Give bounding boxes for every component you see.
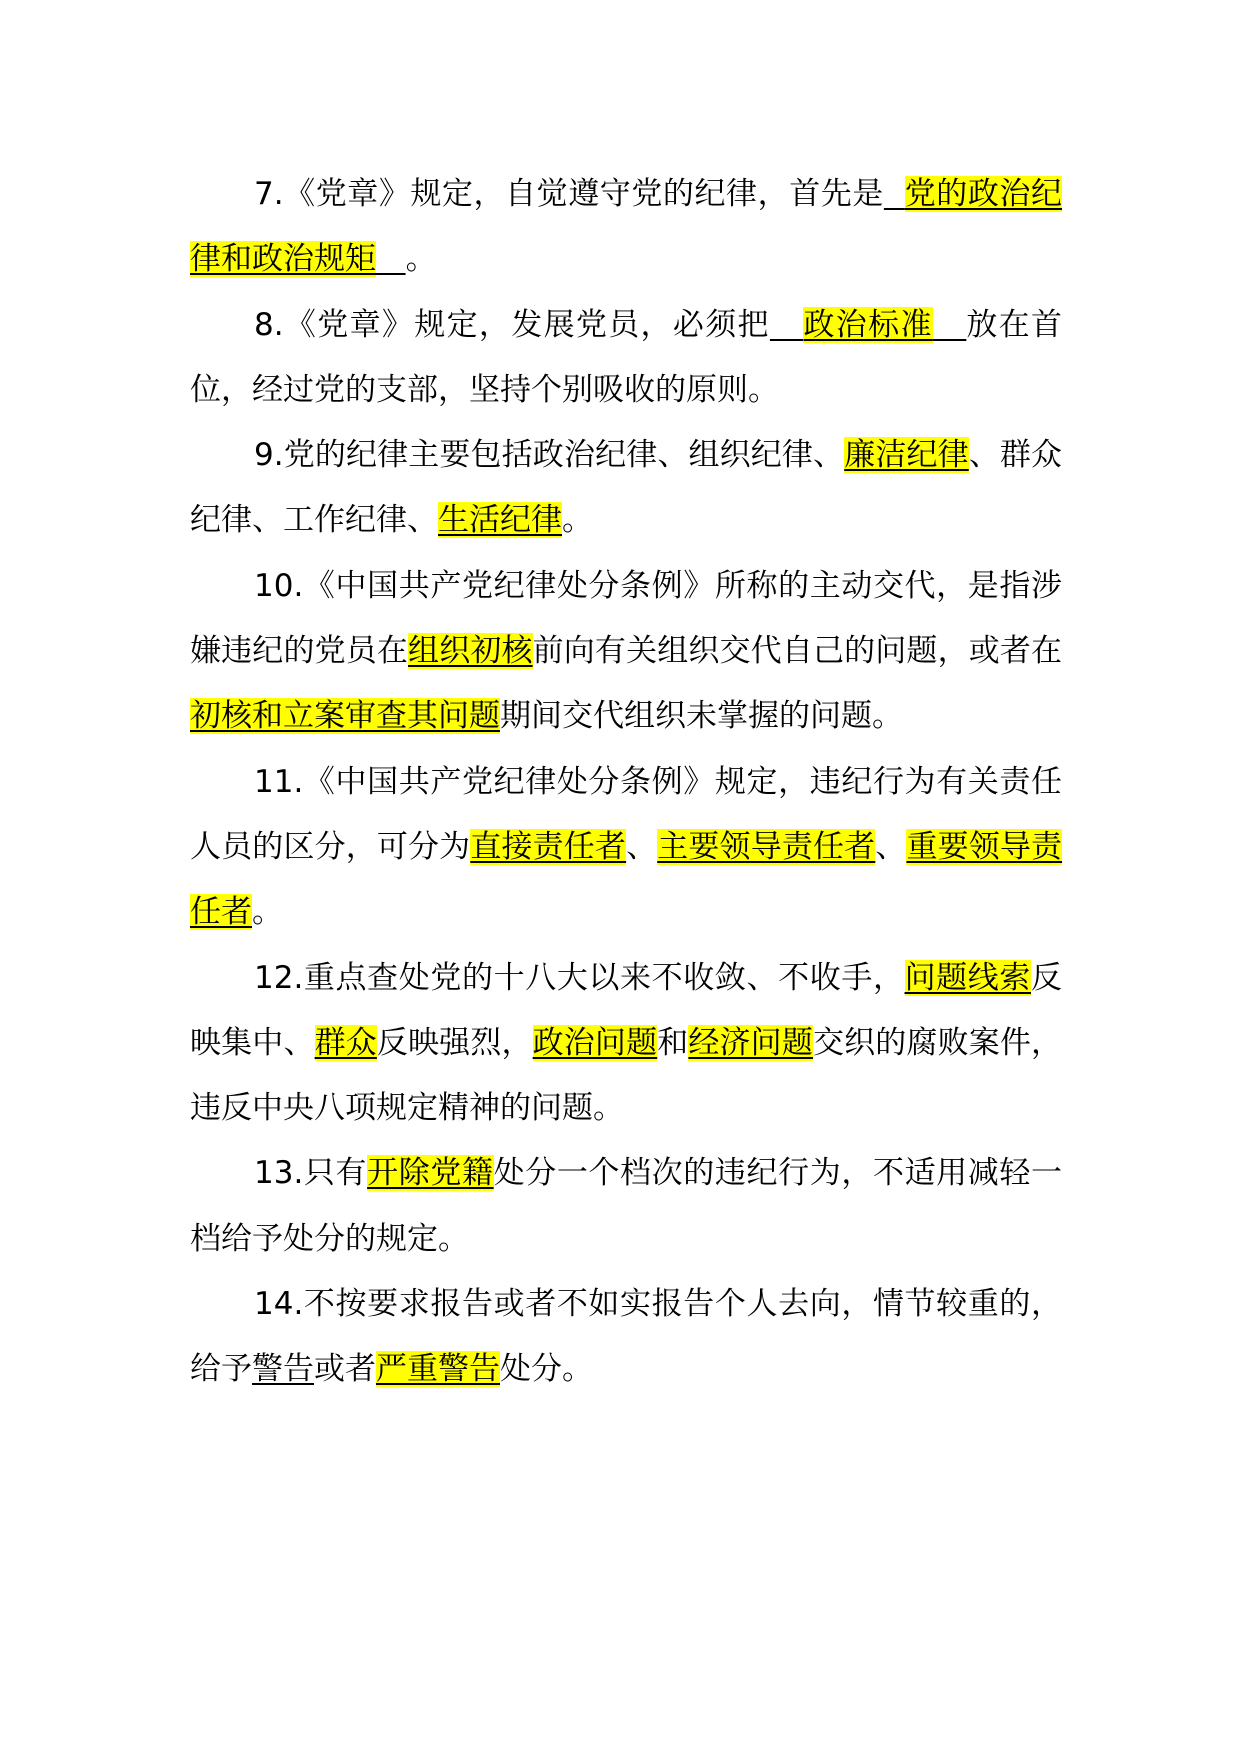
question-10 xyxy=(190,554,1062,750)
question-text: 。 xyxy=(405,241,437,278)
blank-padding xyxy=(376,241,406,277)
question-text: 重点查处党的十八大以来不收敛、不收手， xyxy=(303,959,905,996)
question-text: 处分。 xyxy=(500,1351,593,1388)
answer-highlight: 生活纪律 xyxy=(438,502,562,539)
question-number: 11. xyxy=(254,763,304,800)
question-number: 9. xyxy=(254,437,284,474)
blank-padding xyxy=(770,307,804,343)
answer-highlight: 直接责任者 xyxy=(470,828,627,865)
answer-highlight: 重要领导责任者 xyxy=(190,828,1063,931)
answer-highlight: 开除党籍 xyxy=(367,1155,494,1192)
question-text: 和 xyxy=(657,1024,689,1061)
answer-highlight: 党的政治纪律和政治规矩 xyxy=(190,176,1062,278)
question-12 xyxy=(190,946,1062,1142)
question-text: 期间交代组织未掌握的问题。 xyxy=(500,698,903,735)
question-9 xyxy=(190,423,1062,554)
answer-highlight: 群众 xyxy=(314,1024,377,1061)
answer-highlight: 初核和立案审查其问题 xyxy=(190,698,500,735)
question-11 xyxy=(190,750,1062,946)
blank-padding xyxy=(884,176,905,212)
blank-padding xyxy=(933,307,967,343)
question-text: 《党章》规定，自觉遵守党的纪律，首先是 xyxy=(283,176,884,212)
question-text: 、群众纪律、工作纪律、 xyxy=(190,437,1063,539)
question-number: 7. xyxy=(254,176,284,212)
question-text: 。 xyxy=(252,894,283,931)
question-text: 或者 xyxy=(314,1351,376,1388)
question-text: 。 xyxy=(562,502,593,539)
answer-highlight: 廉洁纪律 xyxy=(844,437,969,474)
question-text: 处分一个档次的违纪行为，不适用减轻一档给予处分的规定。 xyxy=(190,1155,1063,1257)
question-text: 交织的腐败案件，违反中央八项规定精神的问题。 xyxy=(190,1024,1063,1127)
answer-highlight: 经济问题 xyxy=(688,1024,813,1061)
question-text: 放在首位，经过党的支部，坚持个别吸收的原则。 xyxy=(190,306,1063,408)
answer-highlight: 问题线索 xyxy=(904,959,1032,996)
question-14 xyxy=(190,1272,1062,1403)
question-number: 10. xyxy=(254,567,304,604)
answer-highlight: 政治标准 xyxy=(803,306,933,343)
question-7 xyxy=(190,162,1062,293)
question-number: 12. xyxy=(254,959,304,996)
question-text: 反映强烈， xyxy=(376,1024,533,1061)
answer-highlight: 主要领导责任者 xyxy=(657,828,876,865)
question-text: 只有 xyxy=(303,1155,368,1192)
question-text: 《中国共产党纪律处分条例》规定，违纪行为有关责任人员的区分，可分为 xyxy=(190,763,1062,865)
question-text: 《中国共产党纪律处分条例》所称的主动交代，是指涉嫌违纪的党员在 xyxy=(190,567,1062,670)
answer-highlight: 严重警告 xyxy=(376,1351,500,1388)
answer-highlight: 组织初核 xyxy=(408,633,533,670)
question-13 xyxy=(190,1141,1062,1272)
answer-highlight: 政治问题 xyxy=(532,1024,658,1061)
question-8 xyxy=(190,293,1062,424)
question-number: 13. xyxy=(254,1155,304,1192)
question-text: 反映集中、 xyxy=(190,959,1063,1061)
question-text: 前向有关组织交代自己的问题，或者在 xyxy=(532,633,1063,670)
question-text: 、 xyxy=(875,828,907,865)
underlined-term: 警告 xyxy=(252,1351,314,1388)
question-text: 、 xyxy=(626,828,658,865)
question-number: 8. xyxy=(254,306,284,343)
question-text: 党的纪律主要包括政治纪律、组织纪律、 xyxy=(283,437,845,474)
question-number: 14. xyxy=(254,1286,304,1323)
question-text: 《党章》规定，发展党员，必须把 xyxy=(283,306,770,343)
question-text: 不按要求报告或者不如实报告个人去向，情节较重的，给予 xyxy=(190,1286,1062,1388)
document-page xyxy=(190,162,1062,1403)
